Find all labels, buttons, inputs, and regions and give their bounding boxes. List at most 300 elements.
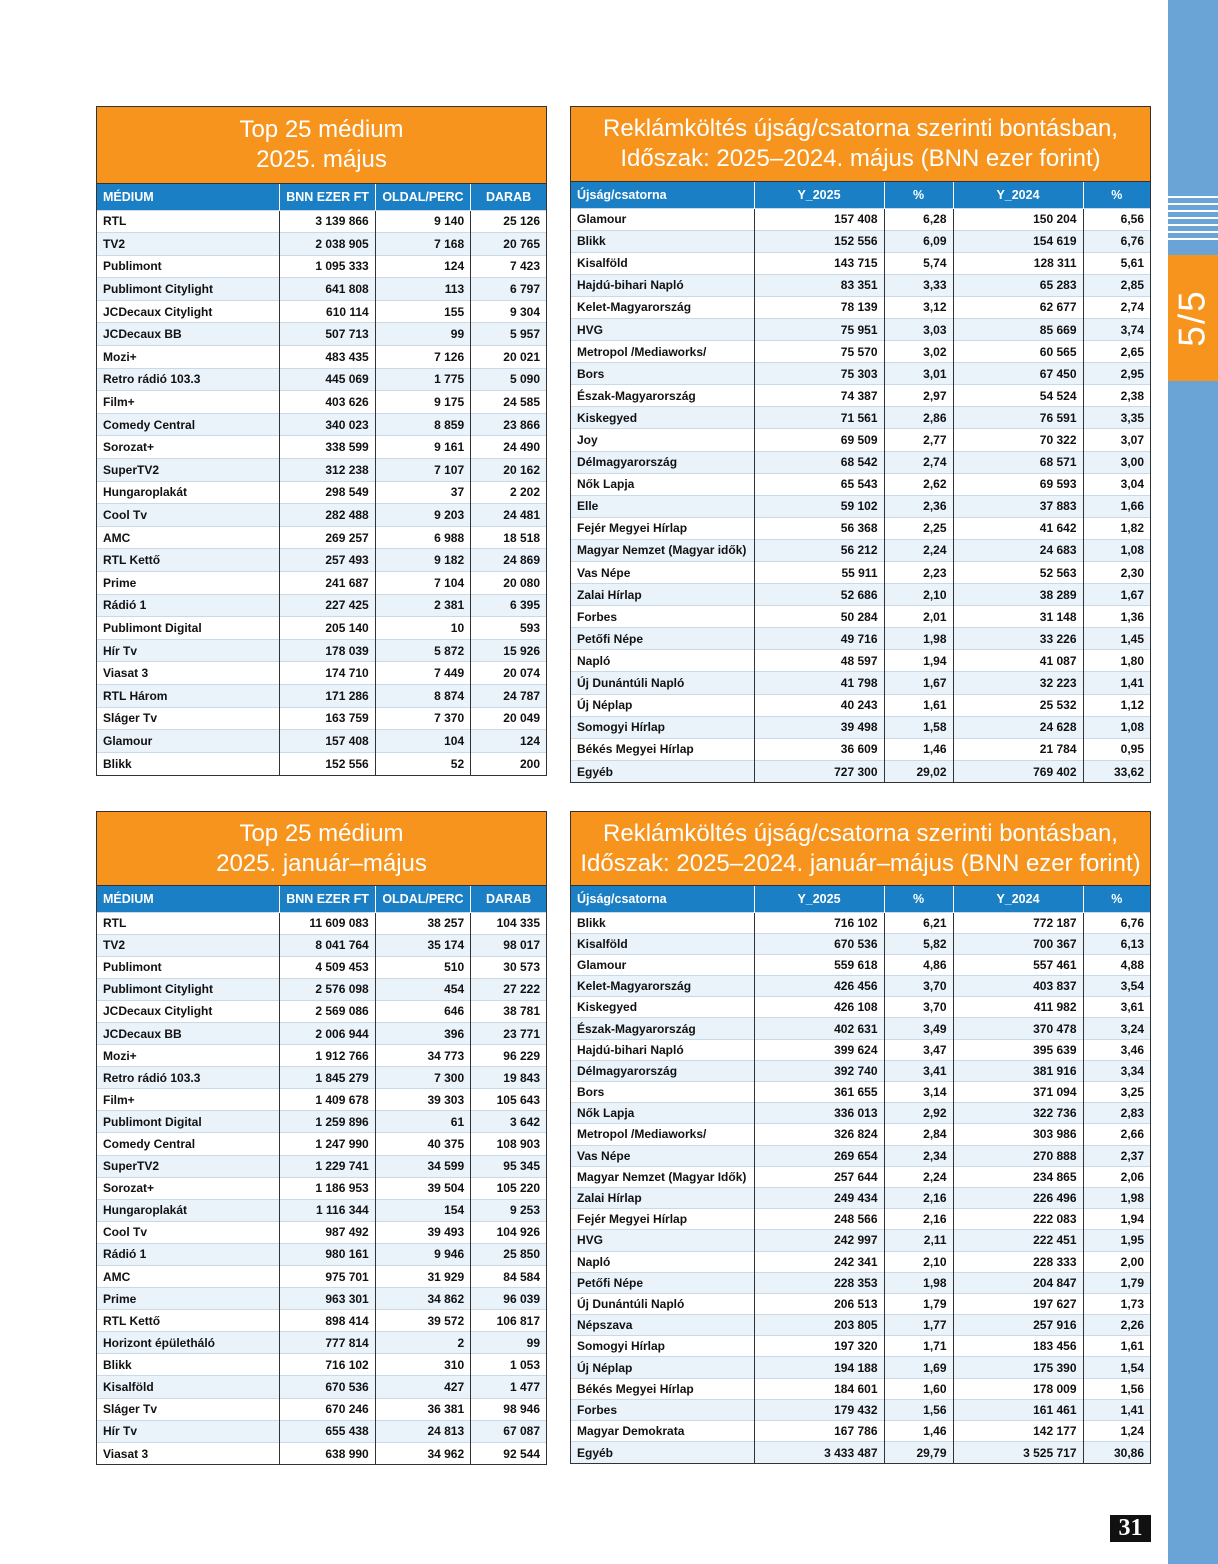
- cell-value: 2 381: [375, 594, 470, 617]
- cell-value: 3,00: [1083, 451, 1150, 473]
- cell-value: 777 814: [280, 1332, 375, 1354]
- cell-value: 426 108: [754, 997, 884, 1018]
- spend-may-table: [571, 182, 1150, 782]
- cell-value: 39 572: [375, 1310, 470, 1332]
- cell-value: 2,37: [1083, 1145, 1150, 1166]
- table-row: [571, 1060, 1150, 1081]
- table-row: [571, 1357, 1150, 1378]
- row-label: Fejér Megyei Hírlap: [571, 1209, 754, 1230]
- column-header: MÉDIUM: [97, 886, 280, 912]
- cell-value: 727 300: [754, 760, 884, 782]
- cell-value: 370 478: [953, 1018, 1083, 1039]
- row-label: Új Néplap: [571, 694, 754, 716]
- cell-value: 1,54: [1083, 1357, 1150, 1378]
- table-row: [97, 934, 546, 956]
- cell-value: 25 850: [471, 1243, 546, 1265]
- table-row: [97, 1089, 546, 1111]
- spend-jan-may-table-box: [570, 811, 1151, 1464]
- cell-value: 2 038 905: [280, 233, 375, 256]
- cell-value: 24 869: [471, 549, 546, 572]
- cell-value: 2: [375, 1332, 470, 1354]
- cell-value: 65 283: [953, 274, 1083, 296]
- table-row: [97, 1221, 546, 1243]
- section-tab: [1168, 255, 1218, 381]
- cell-value: 33 226: [953, 628, 1083, 650]
- table-row: [571, 363, 1150, 385]
- row-label: Sláger Tv: [97, 707, 280, 730]
- cell-value: 106 817: [471, 1310, 546, 1332]
- cell-value: 20 162: [471, 459, 546, 482]
- row-label: Glamour: [571, 954, 754, 975]
- cell-value: 1,94: [1083, 1209, 1150, 1230]
- cell-value: 3,74: [1083, 318, 1150, 340]
- cell-value: 557 461: [953, 954, 1083, 975]
- table-row: [97, 1199, 546, 1221]
- column-header: %: [884, 886, 953, 912]
- row-label: JCDecaux BB: [97, 1022, 280, 1044]
- cell-value: 2,10: [884, 584, 953, 606]
- row-label: Rádió 1: [97, 594, 280, 617]
- cell-value: 39 498: [754, 716, 884, 738]
- sidebar-rule: [1168, 196, 1218, 198]
- column-header: Y_2024: [953, 886, 1083, 912]
- row-label: Viasat 3: [97, 1442, 280, 1464]
- cell-value: 7 423: [471, 255, 546, 278]
- row-label: Somogyi Hírlap: [571, 1336, 754, 1357]
- cell-value: 242 341: [754, 1251, 884, 1272]
- row-label: Horizont épületháló: [97, 1332, 280, 1354]
- table-row: [571, 1209, 1150, 1230]
- row-label: Publimont Digital: [97, 617, 280, 640]
- cell-value: 21 784: [953, 738, 1083, 760]
- column-header: Y_2025: [754, 182, 884, 208]
- table-row: [97, 730, 546, 753]
- cell-value: 108 903: [471, 1133, 546, 1155]
- cell-value: 1,98: [1083, 1187, 1150, 1208]
- cell-value: 403 626: [280, 391, 375, 414]
- row-label: Forbes: [571, 1399, 754, 1420]
- spend-jan-may-header: [571, 812, 1150, 886]
- cell-value: 3,47: [884, 1039, 953, 1060]
- cell-value: 3,01: [884, 363, 953, 385]
- cell-value: 1,46: [884, 738, 953, 760]
- cell-value: 150 204: [953, 208, 1083, 230]
- row-label: Retro rádió 103.3: [97, 1067, 280, 1089]
- row-label: Comedy Central: [97, 1133, 280, 1155]
- row-label: Film+: [97, 391, 280, 414]
- row-label: Új Dunántúli Napló: [571, 1293, 754, 1314]
- cell-value: 48 597: [754, 650, 884, 672]
- cell-value: 2 569 086: [280, 1000, 375, 1022]
- cell-value: 29,02: [884, 760, 953, 782]
- cell-value: 9 161: [375, 436, 470, 459]
- top25-may-table: [97, 184, 546, 775]
- cell-value: 9 140: [375, 210, 470, 233]
- cell-value: 403 837: [953, 976, 1083, 997]
- row-label: Somogyi Hírlap: [571, 716, 754, 738]
- row-label: Bors: [571, 363, 754, 385]
- table-row: [571, 1018, 1150, 1039]
- row-label: Mozi+: [97, 346, 280, 369]
- table-row: [571, 912, 1150, 933]
- cell-value: 1,98: [884, 1272, 953, 1293]
- row-label: Glamour: [97, 730, 280, 753]
- row-label: Hajdú-bihari Napló: [571, 1039, 754, 1060]
- cell-value: 1,61: [884, 694, 953, 716]
- table-row: [97, 459, 546, 482]
- row-label: Észak-Magyarország: [571, 1018, 754, 1039]
- cell-value: 312 238: [280, 459, 375, 482]
- cell-value: 2,85: [1083, 274, 1150, 296]
- row-label: RTL: [97, 912, 280, 934]
- cell-value: 3,14: [884, 1082, 953, 1103]
- cell-value: 2,36: [884, 495, 953, 517]
- cell-value: 3,02: [884, 341, 953, 363]
- cell-value: 6,21: [884, 912, 953, 933]
- cell-value: 56 368: [754, 517, 884, 539]
- cell-value: 1,73: [1083, 1293, 1150, 1314]
- cell-value: 1,36: [1083, 606, 1150, 628]
- cell-value: 402 631: [754, 1018, 884, 1039]
- cell-value: 361 655: [754, 1082, 884, 1103]
- cell-value: 1,79: [884, 1293, 953, 1314]
- cell-value: 8 859: [375, 413, 470, 436]
- cell-value: 483 435: [280, 346, 375, 369]
- row-label: Kisalföld: [97, 1376, 280, 1398]
- cell-value: 975 701: [280, 1266, 375, 1288]
- cell-value: 69 593: [953, 473, 1083, 495]
- row-label: JCDecaux Citylight: [97, 300, 280, 323]
- cell-value: 1,61: [1083, 1336, 1150, 1357]
- row-label: Kelet-Magyarország: [571, 296, 754, 318]
- cell-value: 34 599: [375, 1155, 470, 1177]
- cell-value: 2,95: [1083, 363, 1150, 385]
- cell-value: 1,82: [1083, 517, 1150, 539]
- cell-value: 39 303: [375, 1089, 470, 1111]
- cell-value: 242 997: [754, 1230, 884, 1251]
- spend-jan-may-table: [571, 886, 1150, 1463]
- table-row: [97, 1067, 546, 1089]
- row-label: Kisalföld: [571, 933, 754, 954]
- cell-value: 6,09: [884, 230, 953, 252]
- cell-value: 36 381: [375, 1398, 470, 1420]
- cell-value: 75 570: [754, 341, 884, 363]
- top25-jan-may-table-box: [96, 811, 547, 1465]
- column-header: BNN EZER FT: [280, 886, 375, 912]
- cell-value: 303 986: [953, 1124, 1083, 1145]
- table-row: [571, 1187, 1150, 1208]
- cell-value: 1 247 990: [280, 1133, 375, 1155]
- cell-value: 78 139: [754, 296, 884, 318]
- row-label: Nők Lapja: [571, 1103, 754, 1124]
- cell-value: 74 387: [754, 385, 884, 407]
- row-label: Hír Tv: [97, 639, 280, 662]
- cell-value: 38 257: [375, 912, 470, 934]
- row-label: Vas Népe: [571, 1145, 754, 1166]
- cell-value: 25 126: [471, 210, 546, 233]
- cell-value: 7 107: [375, 459, 470, 482]
- cell-value: 5,61: [1083, 252, 1150, 274]
- table-row: [571, 1124, 1150, 1145]
- row-label: Bors: [571, 1082, 754, 1103]
- cell-value: 41 798: [754, 672, 884, 694]
- row-label: Sorozat+: [97, 1177, 280, 1199]
- cell-value: 2,10: [884, 1251, 953, 1272]
- cell-value: 5,74: [884, 252, 953, 274]
- cell-value: 124: [471, 730, 546, 753]
- table-row: [97, 255, 546, 278]
- cell-value: 15 926: [471, 639, 546, 662]
- cell-value: 638 990: [280, 1442, 375, 1464]
- cell-value: 310: [375, 1354, 470, 1376]
- table-subtitle: Időszak: 2025–2024. május (BNN ezer forint): [620, 145, 1101, 172]
- cell-value: 41 087: [953, 650, 1083, 672]
- cell-value: 2,77: [884, 429, 953, 451]
- cell-value: 37 883: [953, 495, 1083, 517]
- cell-value: 52 686: [754, 584, 884, 606]
- cell-value: 30 573: [471, 956, 546, 978]
- table-row: [97, 1288, 546, 1310]
- cell-value: 19 843: [471, 1067, 546, 1089]
- cell-value: 194 188: [754, 1357, 884, 1378]
- cell-value: 92 544: [471, 1442, 546, 1464]
- cell-value: 143 715: [754, 252, 884, 274]
- page-number: 31: [1110, 1515, 1151, 1542]
- row-label: Publimont: [97, 255, 280, 278]
- row-label: Fejér Megyei Hírlap: [571, 517, 754, 539]
- table-row: [571, 451, 1150, 473]
- cell-value: 2,83: [1083, 1103, 1150, 1124]
- cell-value: 7 370: [375, 707, 470, 730]
- cell-value: 157 408: [280, 730, 375, 753]
- cell-value: 700 367: [953, 933, 1083, 954]
- row-label: SuperTV2: [97, 1155, 280, 1177]
- cell-value: 1 186 953: [280, 1177, 375, 1199]
- cell-value: 2,66: [1083, 1124, 1150, 1145]
- table-title: Reklámköltés újság/csatorna szerinti bontásban,: [603, 115, 1118, 142]
- row-label: Prime: [97, 1288, 280, 1310]
- cell-value: 1 095 333: [280, 255, 375, 278]
- cell-value: 24 787: [471, 684, 546, 707]
- cell-value: 75 303: [754, 363, 884, 385]
- row-label: Cool Tv: [97, 504, 280, 527]
- table-row: [571, 1421, 1150, 1442]
- table-row: [97, 684, 546, 707]
- cell-value: 39 504: [375, 1177, 470, 1199]
- table-row: [97, 504, 546, 527]
- cell-value: 670 536: [280, 1376, 375, 1398]
- cell-value: 716 102: [280, 1354, 375, 1376]
- cell-value: 9 946: [375, 1243, 470, 1265]
- cell-value: 1,71: [884, 1336, 953, 1357]
- cell-value: 1,66: [1083, 495, 1150, 517]
- cell-value: 9 304: [471, 300, 546, 323]
- cell-value: 179 432: [754, 1399, 884, 1420]
- table-row: [571, 997, 1150, 1018]
- column-header: OLDAL/PERC: [375, 184, 470, 210]
- cell-value: 20 021: [471, 346, 546, 369]
- table-row: [97, 1111, 546, 1133]
- column-header: Újság/csatorna: [571, 182, 754, 208]
- cell-value: 96 229: [471, 1045, 546, 1067]
- table-title: Reklámköltés újság/csatorna szerinti bontásban,: [603, 819, 1118, 847]
- row-label: Zalai Hírlap: [571, 584, 754, 606]
- row-label: Publimont Citylight: [97, 278, 280, 301]
- cell-value: 426 456: [754, 976, 884, 997]
- cell-value: 3,25: [1083, 1082, 1150, 1103]
- cell-value: 371 094: [953, 1082, 1083, 1103]
- table-row: [97, 617, 546, 640]
- cell-value: 171 286: [280, 684, 375, 707]
- table-row: [97, 1420, 546, 1442]
- table-row: [97, 956, 546, 978]
- cell-value: 6,76: [1083, 912, 1150, 933]
- header-row: [97, 886, 546, 912]
- cell-value: 20 765: [471, 233, 546, 256]
- cell-value: 41 642: [953, 517, 1083, 539]
- row-label: Kelet-Magyarország: [571, 976, 754, 997]
- column-header: Y_2024: [953, 182, 1083, 208]
- cell-value: 1 912 766: [280, 1045, 375, 1067]
- cell-value: 152 556: [280, 752, 375, 775]
- row-label: Sorozat+: [97, 436, 280, 459]
- row-label: Hungaroplakát: [97, 1199, 280, 1221]
- table-row: [97, 436, 546, 459]
- cell-value: 38 289: [953, 584, 1083, 606]
- table-row: [571, 230, 1150, 252]
- cell-value: 241 687: [280, 572, 375, 595]
- row-label: TV2: [97, 934, 280, 956]
- table-row: [97, 1000, 546, 1022]
- cell-value: 6 797: [471, 278, 546, 301]
- table-row: [571, 954, 1150, 975]
- cell-value: 3,07: [1083, 429, 1150, 451]
- cell-value: 0,95: [1083, 738, 1150, 760]
- top25-jan-may-table: [97, 886, 546, 1464]
- table-row: [97, 707, 546, 730]
- cell-value: 336 013: [754, 1103, 884, 1124]
- cell-value: 70 322: [953, 429, 1083, 451]
- cell-value: 9 253: [471, 1199, 546, 1221]
- cell-value: 2,62: [884, 473, 953, 495]
- row-label: Petőfi Népe: [571, 1272, 754, 1293]
- cell-value: 23 866: [471, 413, 546, 436]
- cell-value: 248 566: [754, 1209, 884, 1230]
- table-row: [97, 1376, 546, 1398]
- cell-value: 104 335: [471, 912, 546, 934]
- cell-value: 593: [471, 617, 546, 640]
- table-row: [97, 912, 546, 934]
- header-row: [571, 886, 1150, 912]
- cell-value: 167 786: [754, 1421, 884, 1442]
- cell-value: 269 257: [280, 526, 375, 549]
- row-label: HVG: [571, 1230, 754, 1251]
- cell-value: 2,92: [884, 1103, 953, 1124]
- table-row: [97, 549, 546, 572]
- cell-value: 157 408: [754, 208, 884, 230]
- cell-value: 75 951: [754, 318, 884, 340]
- cell-value: 2,84: [884, 1124, 953, 1145]
- row-label: Népszava: [571, 1315, 754, 1336]
- row-label: Blikk: [571, 230, 754, 252]
- cell-value: 670 536: [754, 933, 884, 954]
- cell-value: 3,41: [884, 1060, 953, 1081]
- cell-value: 7 126: [375, 346, 470, 369]
- table-row: [97, 1398, 546, 1420]
- cell-value: 8 041 764: [280, 934, 375, 956]
- cell-value: 2,25: [884, 517, 953, 539]
- cell-value: 3,35: [1083, 407, 1150, 429]
- cell-value: 24 481: [471, 504, 546, 527]
- row-label: Rádió 1: [97, 1243, 280, 1265]
- row-label: Hajdú-bihari Napló: [571, 274, 754, 296]
- table-row: [97, 481, 546, 504]
- cell-value: 2,01: [884, 606, 953, 628]
- cell-value: 222 083: [953, 1209, 1083, 1230]
- column-header: BNN EZER FT: [280, 184, 375, 210]
- column-header: %: [884, 182, 953, 208]
- cell-value: 1,94: [884, 650, 953, 672]
- table-row: [571, 495, 1150, 517]
- row-label: Publimont Citylight: [97, 978, 280, 1000]
- table-row: [571, 1082, 1150, 1103]
- cell-value: 9 175: [375, 391, 470, 414]
- cell-value: 2 006 944: [280, 1022, 375, 1044]
- cell-value: 226 496: [953, 1187, 1083, 1208]
- cell-value: 2 576 098: [280, 978, 375, 1000]
- cell-value: 1,41: [1083, 1399, 1150, 1420]
- cell-value: 381 916: [953, 1060, 1083, 1081]
- cell-value: 76 591: [953, 407, 1083, 429]
- cell-value: 6 988: [375, 526, 470, 549]
- cell-value: 9 203: [375, 504, 470, 527]
- cell-value: 32 223: [953, 672, 1083, 694]
- table-row: [571, 1251, 1150, 1272]
- table-row: [97, 346, 546, 369]
- cell-value: 1,56: [1083, 1378, 1150, 1399]
- cell-value: 62 677: [953, 296, 1083, 318]
- cell-value: 52: [375, 752, 470, 775]
- row-label: Mozi+: [97, 1045, 280, 1067]
- cell-value: 270 888: [953, 1145, 1083, 1166]
- cell-value: 257 644: [754, 1166, 884, 1187]
- cell-value: 59 102: [754, 495, 884, 517]
- row-label: Blikk: [97, 1354, 280, 1376]
- cell-value: 25 532: [953, 694, 1083, 716]
- cell-value: 1,41: [1083, 672, 1150, 694]
- cell-value: 2,26: [1083, 1315, 1150, 1336]
- cell-value: 510: [375, 956, 470, 978]
- cell-value: 7 449: [375, 662, 470, 685]
- table-row: [571, 628, 1150, 650]
- table-row: [97, 1266, 546, 1288]
- table-row: [571, 933, 1150, 954]
- row-label: Comedy Central: [97, 413, 280, 436]
- cell-value: 898 414: [280, 1310, 375, 1332]
- row-label: Cool Tv: [97, 1221, 280, 1243]
- cell-value: 1,95: [1083, 1230, 1150, 1251]
- table-row: [571, 1166, 1150, 1187]
- table-row: [97, 1243, 546, 1265]
- cell-value: 67 087: [471, 1420, 546, 1442]
- cell-value: 178 009: [953, 1378, 1083, 1399]
- cell-value: 2,34: [884, 1145, 953, 1166]
- cell-value: 1,24: [1083, 1421, 1150, 1442]
- row-label: Kiskegyed: [571, 997, 754, 1018]
- cell-value: 31 929: [375, 1266, 470, 1288]
- table-row: [571, 252, 1150, 274]
- cell-value: 154 619: [953, 230, 1083, 252]
